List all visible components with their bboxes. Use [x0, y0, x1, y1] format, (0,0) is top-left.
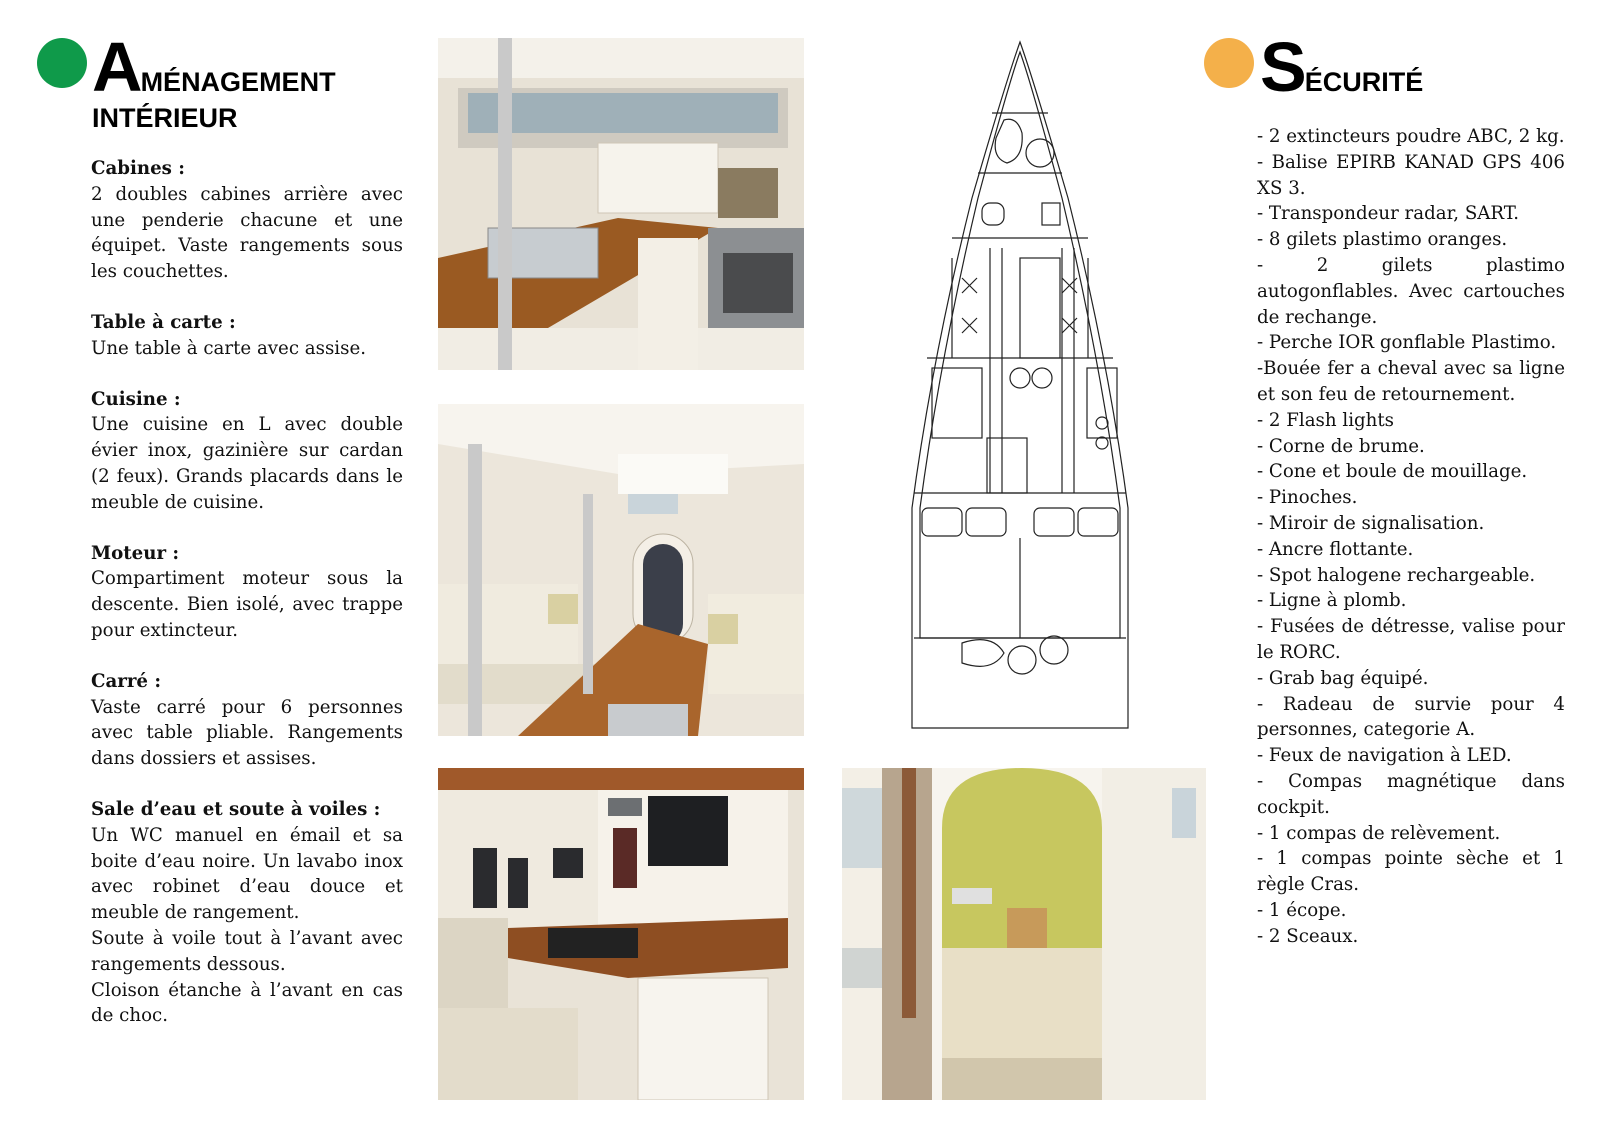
orange-bullet-dot — [1204, 38, 1254, 88]
section-salle-d-eau — [91, 797, 403, 1029]
security-list-item: - Miroir de signalisation. — [1257, 512, 1485, 534]
security-list-item: - 2 extincteurs poudre ABC, 2 kg. — [1257, 126, 1565, 147]
section-body: Compartiment moteur sous la descente. Bien isolé, avec trappe pour extincteur. — [91, 568, 403, 641]
security-list-item: - 1 compas de relèvement. — [1257, 822, 1501, 844]
security-list-item: - Grab bag équipé. — [1257, 667, 1429, 689]
section-heading: Cabines : — [91, 158, 185, 179]
security-list-item: - 2 Sceaux. — [1257, 925, 1359, 947]
section-heading: Table à carte : — [91, 311, 236, 333]
security-list-item: -Bouée fer a cheval avec sa ligne et son feu de retournement. — [1257, 358, 1565, 405]
security-list-item: - Ancre flottante. — [1257, 538, 1414, 560]
security-list-item: - Cone et boule de mouillage. — [1257, 461, 1528, 483]
security-list-item: - Ligne à plomb. — [1257, 590, 1407, 612]
saloon-photo — [438, 404, 804, 736]
interior-heading-rest: ménagement — [140, 58, 336, 100]
section-table-a-carte — [91, 310, 403, 362]
boat-layout-drawing — [892, 38, 1148, 744]
security-list-item: - Radeau de survie pour 4 personnes, categorie A. — [1257, 693, 1565, 741]
security-list-item: - Transpondeur radar, SART. — [1257, 203, 1520, 225]
security-list-item: - Compas magnétique dans cockpit. — [1257, 770, 1565, 818]
section-body-2: Soute à voile tout à l’avant avec rangements dessous. — [91, 927, 403, 975]
security-heading-initial: S — [1260, 28, 1305, 106]
interior-heading — [92, 28, 336, 136]
security-list-item: - 8 gilets plastimo oranges. — [1257, 229, 1508, 251]
interior-description — [91, 156, 403, 1054]
security-list-item: - Feux de navigation à LED. — [1257, 745, 1512, 767]
section-body: Une table à carte avec assise. — [91, 337, 366, 359]
section-cuisine — [91, 387, 403, 516]
security-list-item: - Spot halogene rechargeable. — [1257, 564, 1536, 586]
section-heading: Cuisine : — [91, 388, 181, 410]
security-list — [1257, 124, 1565, 950]
security-list-item: - 1 compas pointe sèche et 1 règle Cras. — [1257, 848, 1565, 896]
security-list-item: - Perche IOR gonflable Plastimo. — [1257, 332, 1557, 354]
security-list-item: - 2 Flash lights — [1257, 409, 1395, 431]
section-body-3: Cloison étanche à l’avant en cas de choc. — [91, 979, 403, 1027]
section-heading: Carré : — [91, 670, 162, 692]
security-list-item: - 2 gilets plastimo autogonflables. Avec cartouches de rechange. — [1257, 254, 1565, 328]
section-body: 2 doubles cabines arrière avec une penderie chacune et une équipet. Vaste rangements sous les couchettes. — [91, 183, 403, 283]
security-list-item: - Balise EPIRB KANAD GPS 406 XS 3. — [1257, 151, 1565, 199]
section-body: Un WC manuel en émail et sa boite d’eau noire. Un lavabo inox avec robinet d’eau douce et meuble de rangement. — [91, 824, 403, 924]
galley-photo — [438, 38, 804, 370]
security-list-item: - Fusées de détresse, valise pour le RORC. — [1257, 616, 1565, 663]
interior-heading-initial: A — [92, 28, 141, 106]
section-moteur — [91, 541, 403, 644]
interior-heading-line2: intérieur — [92, 94, 238, 136]
section-cabines — [91, 156, 403, 285]
green-bullet-dot — [37, 38, 87, 88]
section-carre — [91, 669, 403, 772]
aft-cabin-photo — [842, 768, 1206, 1100]
boat-layout-plan — [892, 38, 1148, 744]
security-list-item: - 1 écope. — [1257, 899, 1347, 921]
section-heading: Sale d’eau et soute à voiles : — [91, 798, 381, 820]
security-list-item: - Corne de brume. — [1257, 435, 1425, 457]
section-heading: Moteur : — [91, 542, 180, 564]
section-body: Une cuisine en L avec double évier inox, gazinière sur cardan (2 feux). Grands placards dans le meuble de cuisine. — [91, 414, 403, 513]
security-heading — [1260, 28, 1424, 106]
section-body: Vaste carré pour 6 personnes avec table pliable. Rangements dans dossiers et assises. — [91, 696, 403, 770]
chart-table-photo — [438, 768, 804, 1100]
security-list-item: - Pinoches. — [1257, 487, 1358, 509]
security-heading-rest: écurité — [1304, 58, 1424, 100]
